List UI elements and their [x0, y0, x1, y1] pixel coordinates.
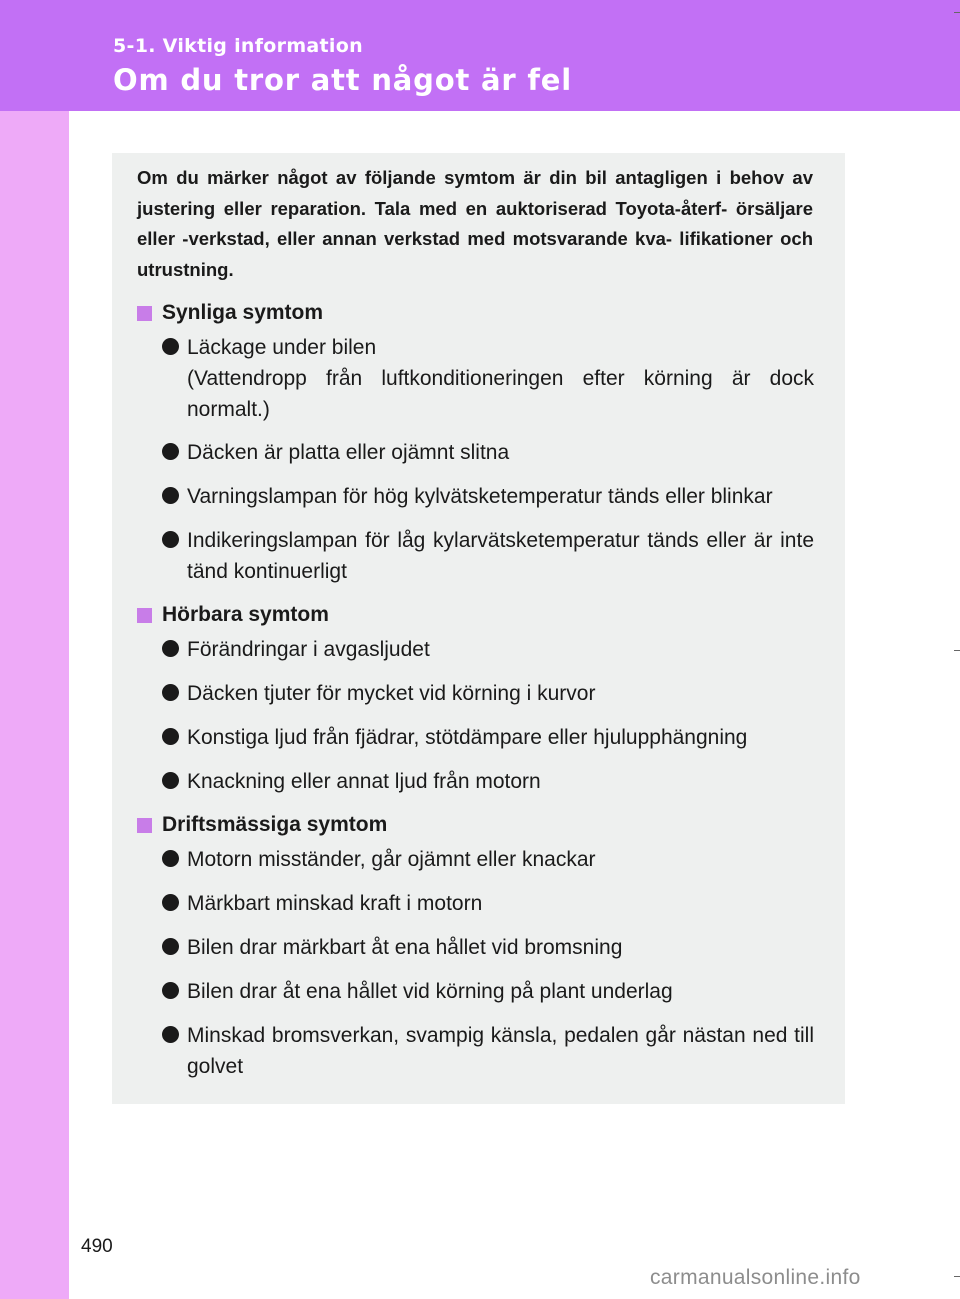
section-heading-label: Driftsmässiga symtom: [162, 813, 388, 836]
list-item-text: Motorn misständer, går ojämnt eller knackar: [187, 848, 596, 871]
list-item: [162, 332, 814, 425]
bullet-icon: [162, 531, 179, 548]
list-item: [162, 888, 814, 919]
bullet-icon: [162, 938, 179, 955]
list-item: [162, 481, 814, 512]
bullet-icon: [162, 487, 179, 504]
bullet-icon: [162, 443, 179, 460]
list-item: [162, 932, 814, 963]
bullet-icon: [162, 728, 179, 745]
list-item-text: Konstiga ljud från fjädrar, stötdämpare eller hjulupphängning: [187, 726, 748, 749]
square-bullet-icon: [137, 818, 152, 833]
page-title: Om du tror att något är fel: [113, 63, 572, 97]
bullet-icon: [162, 772, 179, 789]
bullet-icon: [162, 684, 179, 701]
list-item-text: Knackning eller annat ljud från motorn: [187, 770, 541, 793]
list-item: [162, 525, 814, 587]
list-item-text: Bilen drar åt ena hållet vid körning på plant underlag: [187, 980, 673, 1003]
list-item-text: Läckage under bilen: [187, 336, 377, 359]
list-item-text: Bilen drar märkbart åt ena hållet vid bromsning: [187, 936, 623, 959]
list-item-text: Minskad bromsverkan, svampig känsla, pedalen går nästan ned till golvet: [187, 1024, 814, 1078]
list-item: [162, 844, 814, 875]
list-item: [162, 766, 814, 797]
list-item: [162, 678, 814, 709]
list-item-text: Indikeringslampan för låg kylarvätsketemperatur tänds eller är inte tänd kontinuerligt: [187, 529, 814, 583]
list-item: [162, 976, 814, 1007]
page-number: 490: [81, 1236, 113, 1257]
list-item-text: Förändringar i avgasljudet: [187, 638, 430, 661]
symptom-box: [112, 153, 845, 1104]
bullet-icon: [162, 894, 179, 911]
crop-mark: [954, 12, 960, 13]
crop-mark: [954, 650, 960, 651]
section-heading-operational: [137, 810, 387, 840]
crop-mark: [954, 1276, 960, 1277]
bullet-icon: [162, 640, 179, 657]
list-item-text: Märkbart minskad kraft i motorn: [187, 892, 483, 915]
bullet-icon: [162, 850, 179, 867]
square-bullet-icon: [137, 306, 152, 321]
bullet-icon: [162, 338, 179, 355]
list-item-text: Däcken tjuter för mycket vid körning i kurvor: [187, 682, 596, 705]
watermark-text: carmanualsonline.info: [650, 1266, 861, 1289]
section-heading-label: Hörbara symtom: [162, 603, 329, 626]
section-label: 5-1. Viktig information: [113, 35, 363, 57]
list-item: [162, 1020, 814, 1082]
list-item-text: Däcken är platta eller ojämnt slitna: [187, 441, 510, 464]
list-item-text: Varningslampan för hög kylvätsketemperatur tänds eller blinkar: [187, 485, 773, 508]
page-header: [0, 0, 960, 111]
section-heading-visible: [137, 298, 323, 328]
list-item: [162, 722, 814, 753]
bullet-icon: [162, 1026, 179, 1043]
intro-paragraph: Om du märker något av följande symtom är din bil antagligen i behov av justering eller reparation. Tala med en auktoriserad Toyota-återf- örsäljare eller -verkstad, eller annan verkstad med motsvarande kva- lifikationer och utrustning.: [137, 167, 813, 280]
list-item-note: (Vattendropp från luftkonditioneringen efter körning är dock normalt.): [187, 367, 814, 421]
list-item: [162, 437, 814, 468]
bullet-icon: [162, 982, 179, 999]
list-item: [162, 634, 814, 665]
square-bullet-icon: [137, 608, 152, 623]
section-heading-label: Synliga symtom: [162, 301, 324, 324]
side-margin-bar: [0, 0, 69, 1299]
section-heading-audible: [137, 600, 329, 630]
